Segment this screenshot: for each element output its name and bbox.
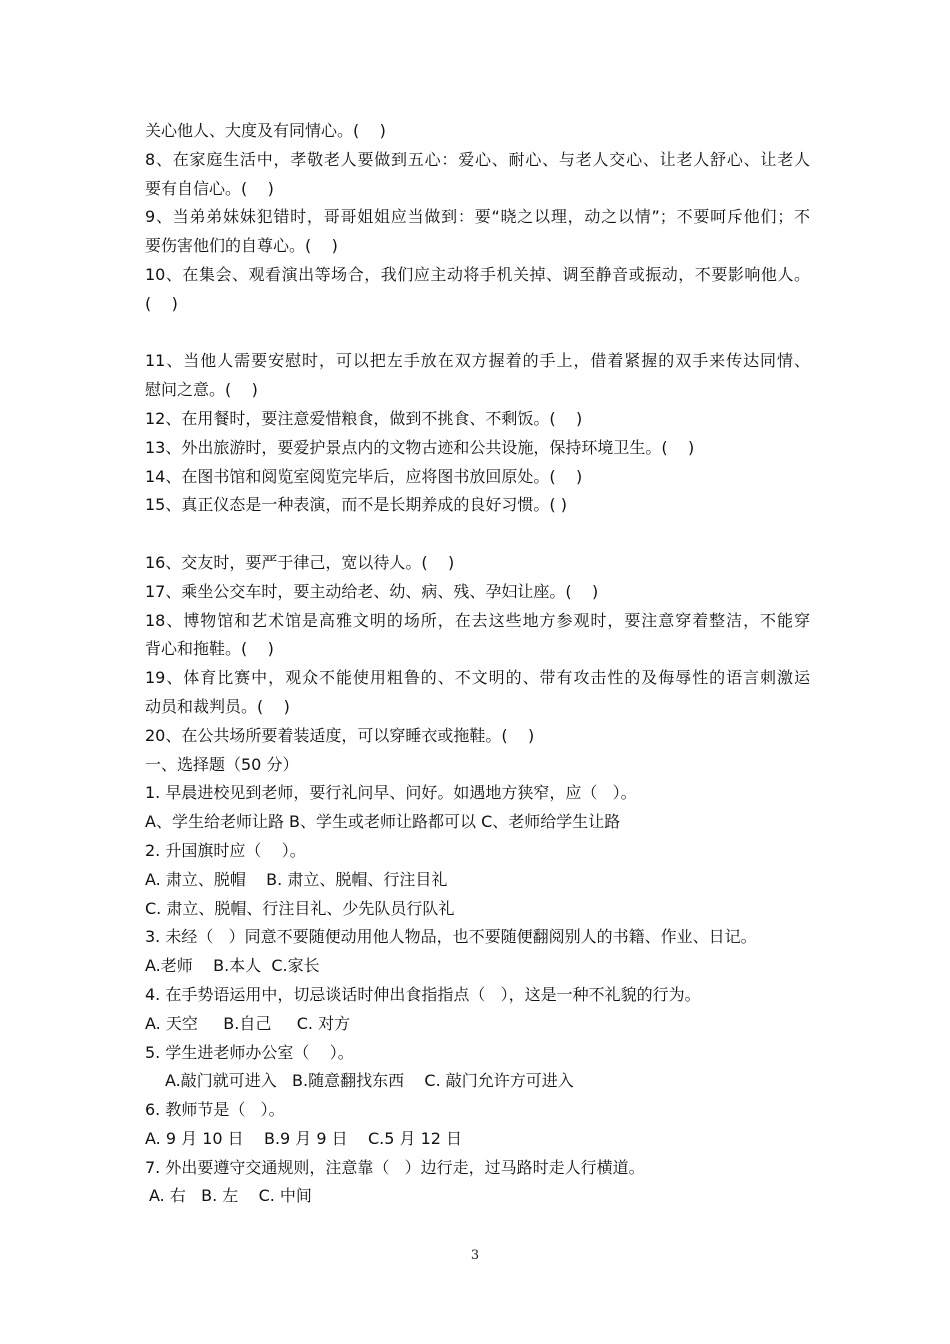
question-line: 4. 在手势语运用中，切忌谈话时伸出食指指点（ ），这是一种不礼貌的行为。	[145, 984, 701, 1004]
option-line: A. 天空 B.自己 C. 对方	[145, 1013, 351, 1033]
text-line: 10、在集会、观看演出等场合，我们应主动将手机关掉、调至静音或振动，不要影响他人。	[145, 264, 810, 284]
text-line: 要伤害他们的自尊心。( )	[145, 236, 338, 256]
text-line: 17、乘坐公交车时，要主动给老、幼、病、残、孕妇让座。( )	[145, 581, 599, 601]
question-line: 1. 早晨进校见到老师，要行礼问早、问好。如遇地方狭窄，应（ ）。	[145, 783, 637, 803]
text-line: 关心他人、大度及有同情心。( )	[145, 121, 386, 140]
text-line: 19、体育比赛中，观众不能使用粗鲁的、不文明的、带有攻击性的及侮辱性的语言刺激运	[145, 668, 810, 688]
text-line: 动员和裁判员。( )	[145, 696, 290, 716]
page-number: 3	[470, 1248, 480, 1263]
option-line: A.敲门就可进入 B.随意翻找东西 C. 敲门允许方可进入	[165, 1071, 574, 1091]
option-line: A、学生给老师让路 B、学生或老师让路都可以 C、老师给学生让路	[145, 812, 621, 832]
text-line: 13、外出旅游时，要爱护景点内的文物古迹和公共设施，保持环境卫生。( )	[145, 437, 695, 457]
text-line: 8、在家庭生活中，孝敬老人要做到五心：爱心、耐心、与老人交心、让老人舒心、让老人	[145, 149, 810, 169]
text-line: 14、在图书馆和阅览室阅览完毕后，应将图书放回原处。( )	[145, 466, 583, 486]
option-line: A. 9 月 10 日 B.9 月 9 日 C.5 月 12 日	[145, 1128, 463, 1148]
option-line: A. 右 B. 左 C. 中间	[149, 1186, 312, 1206]
text-line: 要有自信心。( )	[145, 178, 274, 198]
section-heading: 一、选择题（50 分）	[145, 754, 299, 774]
question-line: 6. 教师节是（ ）。	[145, 1100, 285, 1120]
question-line: 2. 升国旗时应（ ）。	[145, 840, 306, 860]
text-line: 背心和拖鞋。( )	[145, 639, 274, 659]
text-line: 慰问之意。( )	[145, 380, 258, 400]
option-line: A. 肃立、脱帽 B. 肃立、脱帽、行注目礼	[145, 869, 448, 889]
text-line: 18、博物馆和艺术馆是高雅文明的场所，在去这些地方参观时，要注意穿着整洁，不能穿	[145, 610, 810, 630]
question-line: 3. 未经（ ）同意不要随便动用他人物品，也不要随便翻阅别人的书籍、作业、日记。	[145, 927, 757, 947]
option-line: C. 肃立、脱帽、行注目礼、少先队员行队礼	[145, 898, 455, 918]
text-line: 9、当弟弟妹妹犯错时，哥哥姐姐应当做到：要“晓之以理，动之以情”；不要呵斥他们；不	[145, 207, 810, 227]
question-line: 7. 外出要遵守交通规则，注意靠（ ）边行走，过马路时走人行横道。	[145, 1157, 645, 1177]
document-body	[145, 117, 810, 1211]
question-line: 5. 学生进老师办公室（ ）。	[145, 1042, 354, 1062]
text-line: 12、在用餐时，要注意爱惜粮食，做到不挑食、不剩饭。( )	[145, 408, 583, 428]
text-line: 16、交友时，要严于律己，宽以待人。( )	[145, 552, 455, 572]
text-line: ( )	[145, 293, 178, 313]
text-line: 20、在公共场所要着装适度，可以穿睡衣或拖鞋。( )	[145, 725, 535, 745]
option-line: A.老师 B.本人 C.家长	[145, 956, 320, 976]
text-line: 15、真正仪态是一种表演，而不是长期养成的良好习惯。( )	[145, 495, 567, 515]
blank-line	[145, 319, 810, 348]
text-line: 11、当他人需要安慰时，可以把左手放在双方握着的手上，借着紧握的双手来传达同情、	[145, 351, 810, 371]
blank-line	[145, 520, 810, 549]
